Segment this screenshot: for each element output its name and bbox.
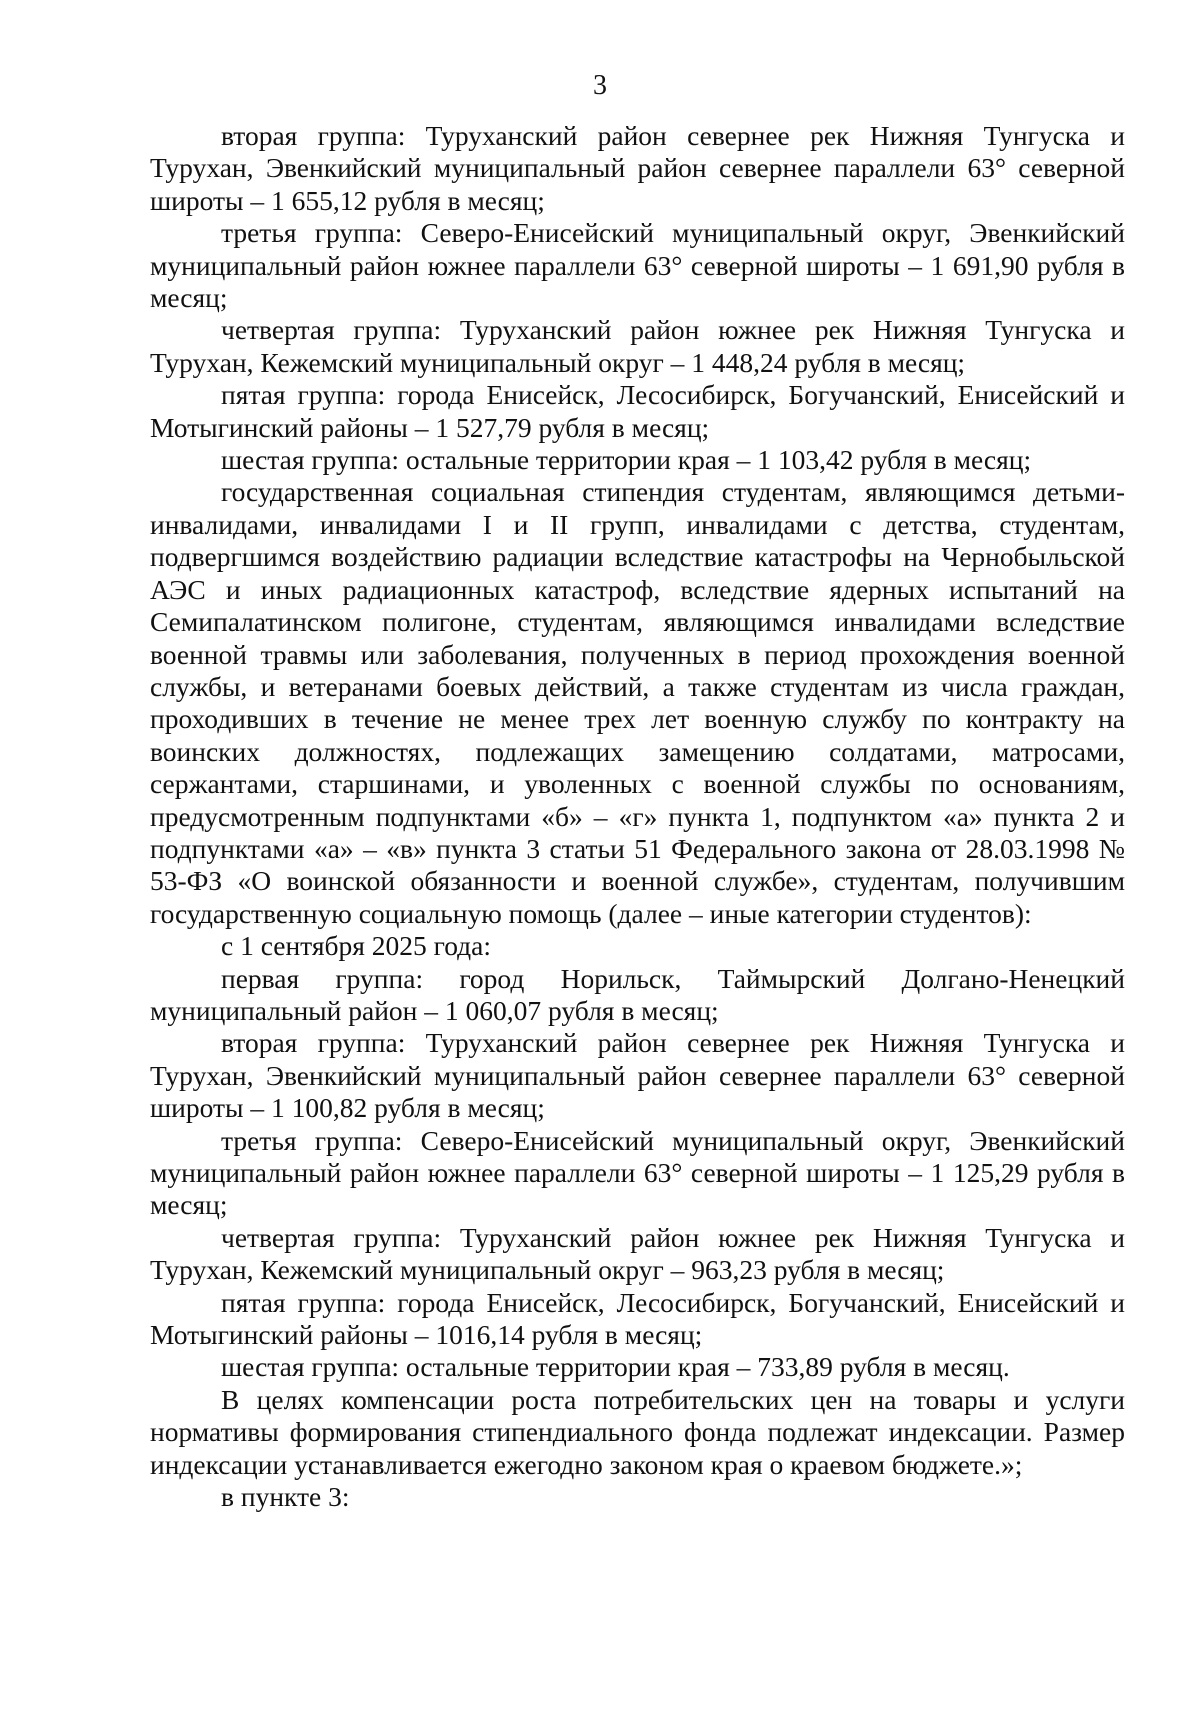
paragraph-fourth-group-2024: четвертая группа: Туруханский район южнее рек Нижняя Тунгуска и Турухан, Кежемский муниципальный округ – 1 448,24 рубля в месяц; <box>150 314 1125 378</box>
paragraph-third-group-2024: третья группа: Северо-Енисейский муниципальный округ, Эвенкийский муниципальный район южнее параллели 63° северной широты – 1 691,90 рубля в месяц; <box>150 217 1125 314</box>
paragraph-indexation: В целях компенсации роста потребительских цен на товары и услуги нормативы формирования стипендиального фонда подлежат индексации. Размер индексации устанавливается ежегодно законом края о краевом бюджете.»; <box>150 1383 1125 1480</box>
paragraph-social-stipend: государственная социальная стипендия студентам, являющимся детьми-инвалидами, инвалидами I и II групп, инвалидами с детства, студентам, подвергшимся воздействию радиации вследствие катастрофы на Чернобыльской АЭС и иных радиационных катастроф, вследствие ядерных испытаний на Семипалатинском полигоне, студентам, являющимся инвалидами вследствие военной травмы или заболевания, полученных в период прохождения военной службы, и ветеранами боевых действий, а также студентам из числа граждан, проходивших в течение не менее трех лет военную службу по контракту на воинских должностях, подлежащих замещению солдатами, матросами, сержантами, старшинами, и уволенных с военной службы по основаниям, предусмотренным подпунктами «б» – «г» пункта 1, подпунктом «а» пункта 2 и подпунктами «а» – «в» пункта 3 статьи 51 Федерального закона от 28.03.1998 № 53-ФЗ «О воинской обязанности и военной службе», студентам, получившим государственную социальную помощь (далее – иные категории студентов): <box>150 476 1125 929</box>
document-body <box>150 120 1125 1513</box>
paragraph-point-3: в пункте 3: <box>221 1481 350 1513</box>
paragraph-sixth-group-2025: шестая группа: остальные территории края – 733,89 рубля в месяц. <box>221 1351 1010 1383</box>
paragraph-sixth-group-2024: шестая группа: остальные территории края – 1 103,42 рубля в месяц; <box>221 444 1032 476</box>
paragraph-fourth-group-2025: четвертая группа: Туруханский район южнее рек Нижняя Тунгуска и Турухан, Кежемский муниципальный округ – 963,23 рубля в месяц; <box>150 1221 1125 1286</box>
paragraph-third-group-2025: третья группа: Северо-Енисейский муниципальный округ, Эвенкийский муниципальный район южнее параллели 63° северной широты – 1 125,29 рубля в месяц; <box>150 1124 1125 1221</box>
paragraph-fifth-group-2024: пятая группа: города Енисейск, Лесосибирск, Богучанский, Енисейский и Мотыгинский районы – 1 527,79 рубля в месяц; <box>150 379 1125 443</box>
paragraph-second-group-2024: вторая группа: Туруханский район севернее рек Нижняя Тунгуска и Турухан, Эвенкийский муниципальный район севернее параллели 63° северной широты – 1 655,12 рубля в месяц; <box>150 120 1125 216</box>
paragraph-effective-date: с 1 сентября 2025 года: <box>221 930 492 962</box>
paragraph-first-group-2025: первая группа: город Норильск, Таймырский Долгано-Ненецкий муниципальный район – 1 060,07 рубля в месяц; <box>150 962 1125 1026</box>
page-number: 3 <box>593 70 607 101</box>
paragraph-second-group-2025: вторая группа: Туруханский район севернее рек Нижняя Тунгуска и Турухан, Эвенкийский муниципальный район севернее параллели 63° северной широты – 1 100,82 рубля в месяц; <box>150 1027 1125 1124</box>
paragraph-fifth-group-2025: пятая группа: города Енисейск, Лесосибирск, Богучанский, Енисейский и Мотыгинский районы – 1016,14 рубля в месяц; <box>150 1286 1125 1351</box>
